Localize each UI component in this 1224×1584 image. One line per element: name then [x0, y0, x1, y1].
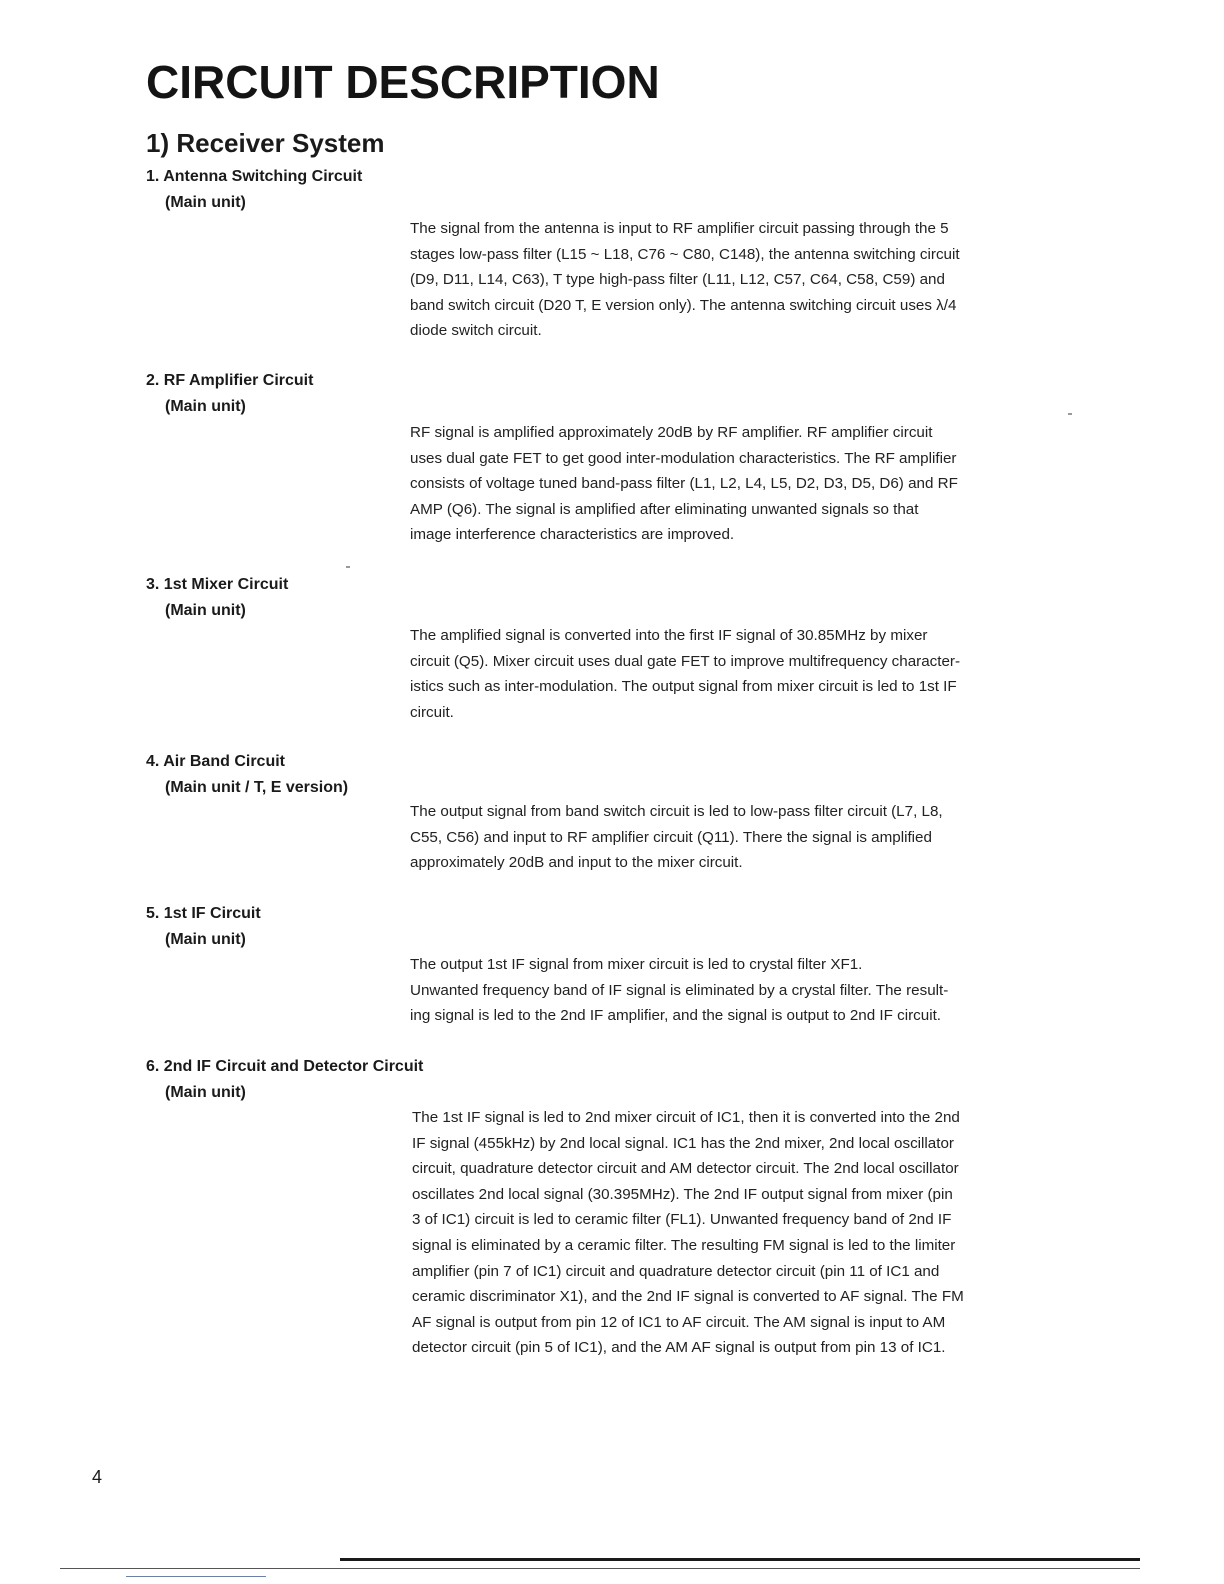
page-number: 4: [92, 1467, 103, 1487]
section-unit-label: (Main unit): [165, 1084, 246, 1101]
section-heading-label: 4. Air Band Circuit: [146, 753, 285, 770]
text-line: circuit.: [410, 703, 454, 721]
text-line: ing signal is led to the 2nd IF amplifier, and the signal is output to 2nd IF circuit.: [410, 1007, 942, 1025]
section-body-1st-mixer: [410, 623, 1030, 725]
section-unit-label: (Main unit / T, E version): [165, 779, 349, 796]
section-heading-2nd-if-detector: [146, 1054, 423, 1106]
text-line: AMP (Q6). The signal is amplified after eliminating unwanted signals so that: [410, 500, 919, 518]
text-line: istics such as inter-modulation. The output signal from mixer circuit is led to 1st IF: [410, 678, 957, 696]
text-line: The 1st IF signal is led to 2nd mixer circuit of IC1, then it is converted into the 2nd: [412, 1109, 960, 1126]
page-title: CIRCUIT DESCRIPTION: [146, 56, 660, 108]
text-line: C55, C56) and input to RF amplifier circuit (Q11). There the signal is amplified: [410, 828, 932, 846]
section-unit-label: (Main unit): [165, 194, 246, 211]
text-line: RF signal is amplified approximately 20dB by RF amplifier. RF amplifier circuit: [410, 424, 933, 441]
text-line: uses dual gate FET to get good inter-modulation characteristics. The RF amplifier: [410, 449, 957, 467]
section-heading-1st-if: [146, 901, 261, 953]
text-line: stages low-pass filter (L15 ~ L18, C76 ~ C80, C148), the antenna switching circuit: [410, 245, 960, 263]
text-line: ceramic discriminator X1), and the 2nd IF signal is converted to AF signal. The FM: [412, 1288, 964, 1306]
text-line: circuit (Q5). Mixer circuit uses dual gate FET to improve multifrequency character-: [410, 652, 961, 670]
scan-speck: [1068, 413, 1072, 415]
text-line: diode switch circuit.: [410, 322, 542, 340]
text-line: The amplified signal is converted into the first IF signal of 30.85MHz by mixer: [410, 627, 928, 644]
section-body-1st-if: [410, 952, 1030, 1029]
section-unit-label: (Main unit): [165, 398, 246, 415]
section-unit-label: (Main unit): [165, 931, 246, 948]
section-heading-label: 5. 1st IF Circuit: [146, 905, 261, 922]
text-line: 3 of IC1) circuit is led to ceramic filter (FL1). Unwanted frequency band of 2nd IF: [412, 1211, 952, 1229]
section-body-rf-amplifier: [410, 420, 1030, 548]
section-heading-air-band: [146, 749, 348, 801]
text-line: detector circuit (pin 5 of IC1), and the AM AF signal is output from pin 13 of IC1.: [412, 1339, 946, 1357]
text-line: oscillates 2nd local signal (30.395MHz). The 2nd IF output signal from mixer (pin: [412, 1185, 953, 1203]
footer-rule: [340, 1558, 1140, 1561]
footer-rule-thin: [60, 1568, 1140, 1569]
text-line: AF signal is output from pin 12 of IC1 to AF circuit. The AM signal is input to AM: [412, 1313, 946, 1331]
text-line: approximately 20dB and input to the mixer circuit.: [410, 854, 743, 872]
text-line: circuit, quadrature detector circuit and AM detector circuit. The 2nd local oscillator: [412, 1160, 959, 1178]
text-line: amplifier (pin 7 of IC1) circuit and quadrature detector circuit (pin 11 of IC1 and: [412, 1262, 940, 1280]
section-body-2nd-if-detector: [412, 1105, 1032, 1361]
section-body-air-band: [410, 799, 1030, 876]
section-heading-rf-amplifier: [146, 368, 313, 420]
section-unit-label: (Main unit): [165, 602, 246, 619]
text-line: The output 1st IF signal from mixer circuit is led to crystal filter XF1.: [410, 956, 863, 973]
section-heading-label: 1. Antenna Switching Circuit: [146, 168, 363, 185]
text-line: The output signal from band switch circuit is led to low-pass filter circuit (L7, L8,: [410, 803, 943, 820]
section-heading-1st-mixer: [146, 572, 288, 624]
footer-rule-accent: [126, 1576, 266, 1577]
text-line: signal is eliminated by a ceramic filter. The resulting FM signal is led to the limiter: [412, 1236, 956, 1254]
text-line: (D9, D11, L14, C63), T type high-pass filter (L11, L12, C57, C64, C58, C59) and: [410, 271, 945, 289]
text-line: band switch circuit (D20 T, E version only). The antenna switching circuit uses λ/4: [410, 296, 957, 314]
section-heading-label: 2. RF Amplifier Circuit: [146, 372, 314, 389]
section-body-antenna-switching: [410, 216, 1030, 344]
text-line: The signal from the antenna is input to RF amplifier circuit passing through the 5: [410, 220, 949, 237]
scan-speck: [346, 566, 350, 568]
text-line: IF signal (455kHz) by 2nd local signal. IC1 has the 2nd mixer, 2nd local oscillator: [412, 1134, 954, 1152]
text-line: Unwanted frequency band of IF signal is eliminated by a crystal filter. The result-: [410, 981, 949, 999]
text-line: image interference characteristics are improved.: [410, 526, 735, 544]
text-line: consists of voltage tuned band-pass filter (L1, L2, L4, L5, D2, D3, D5, D6) and RF: [410, 475, 958, 493]
section-heading-label: 6. 2nd IF Circuit and Detector Circuit: [146, 1058, 424, 1075]
section-title: 1) Receiver System: [146, 128, 385, 158]
section-heading-antenna-switching: [146, 164, 362, 216]
section-heading-label: 3. 1st Mixer Circuit: [146, 576, 289, 593]
